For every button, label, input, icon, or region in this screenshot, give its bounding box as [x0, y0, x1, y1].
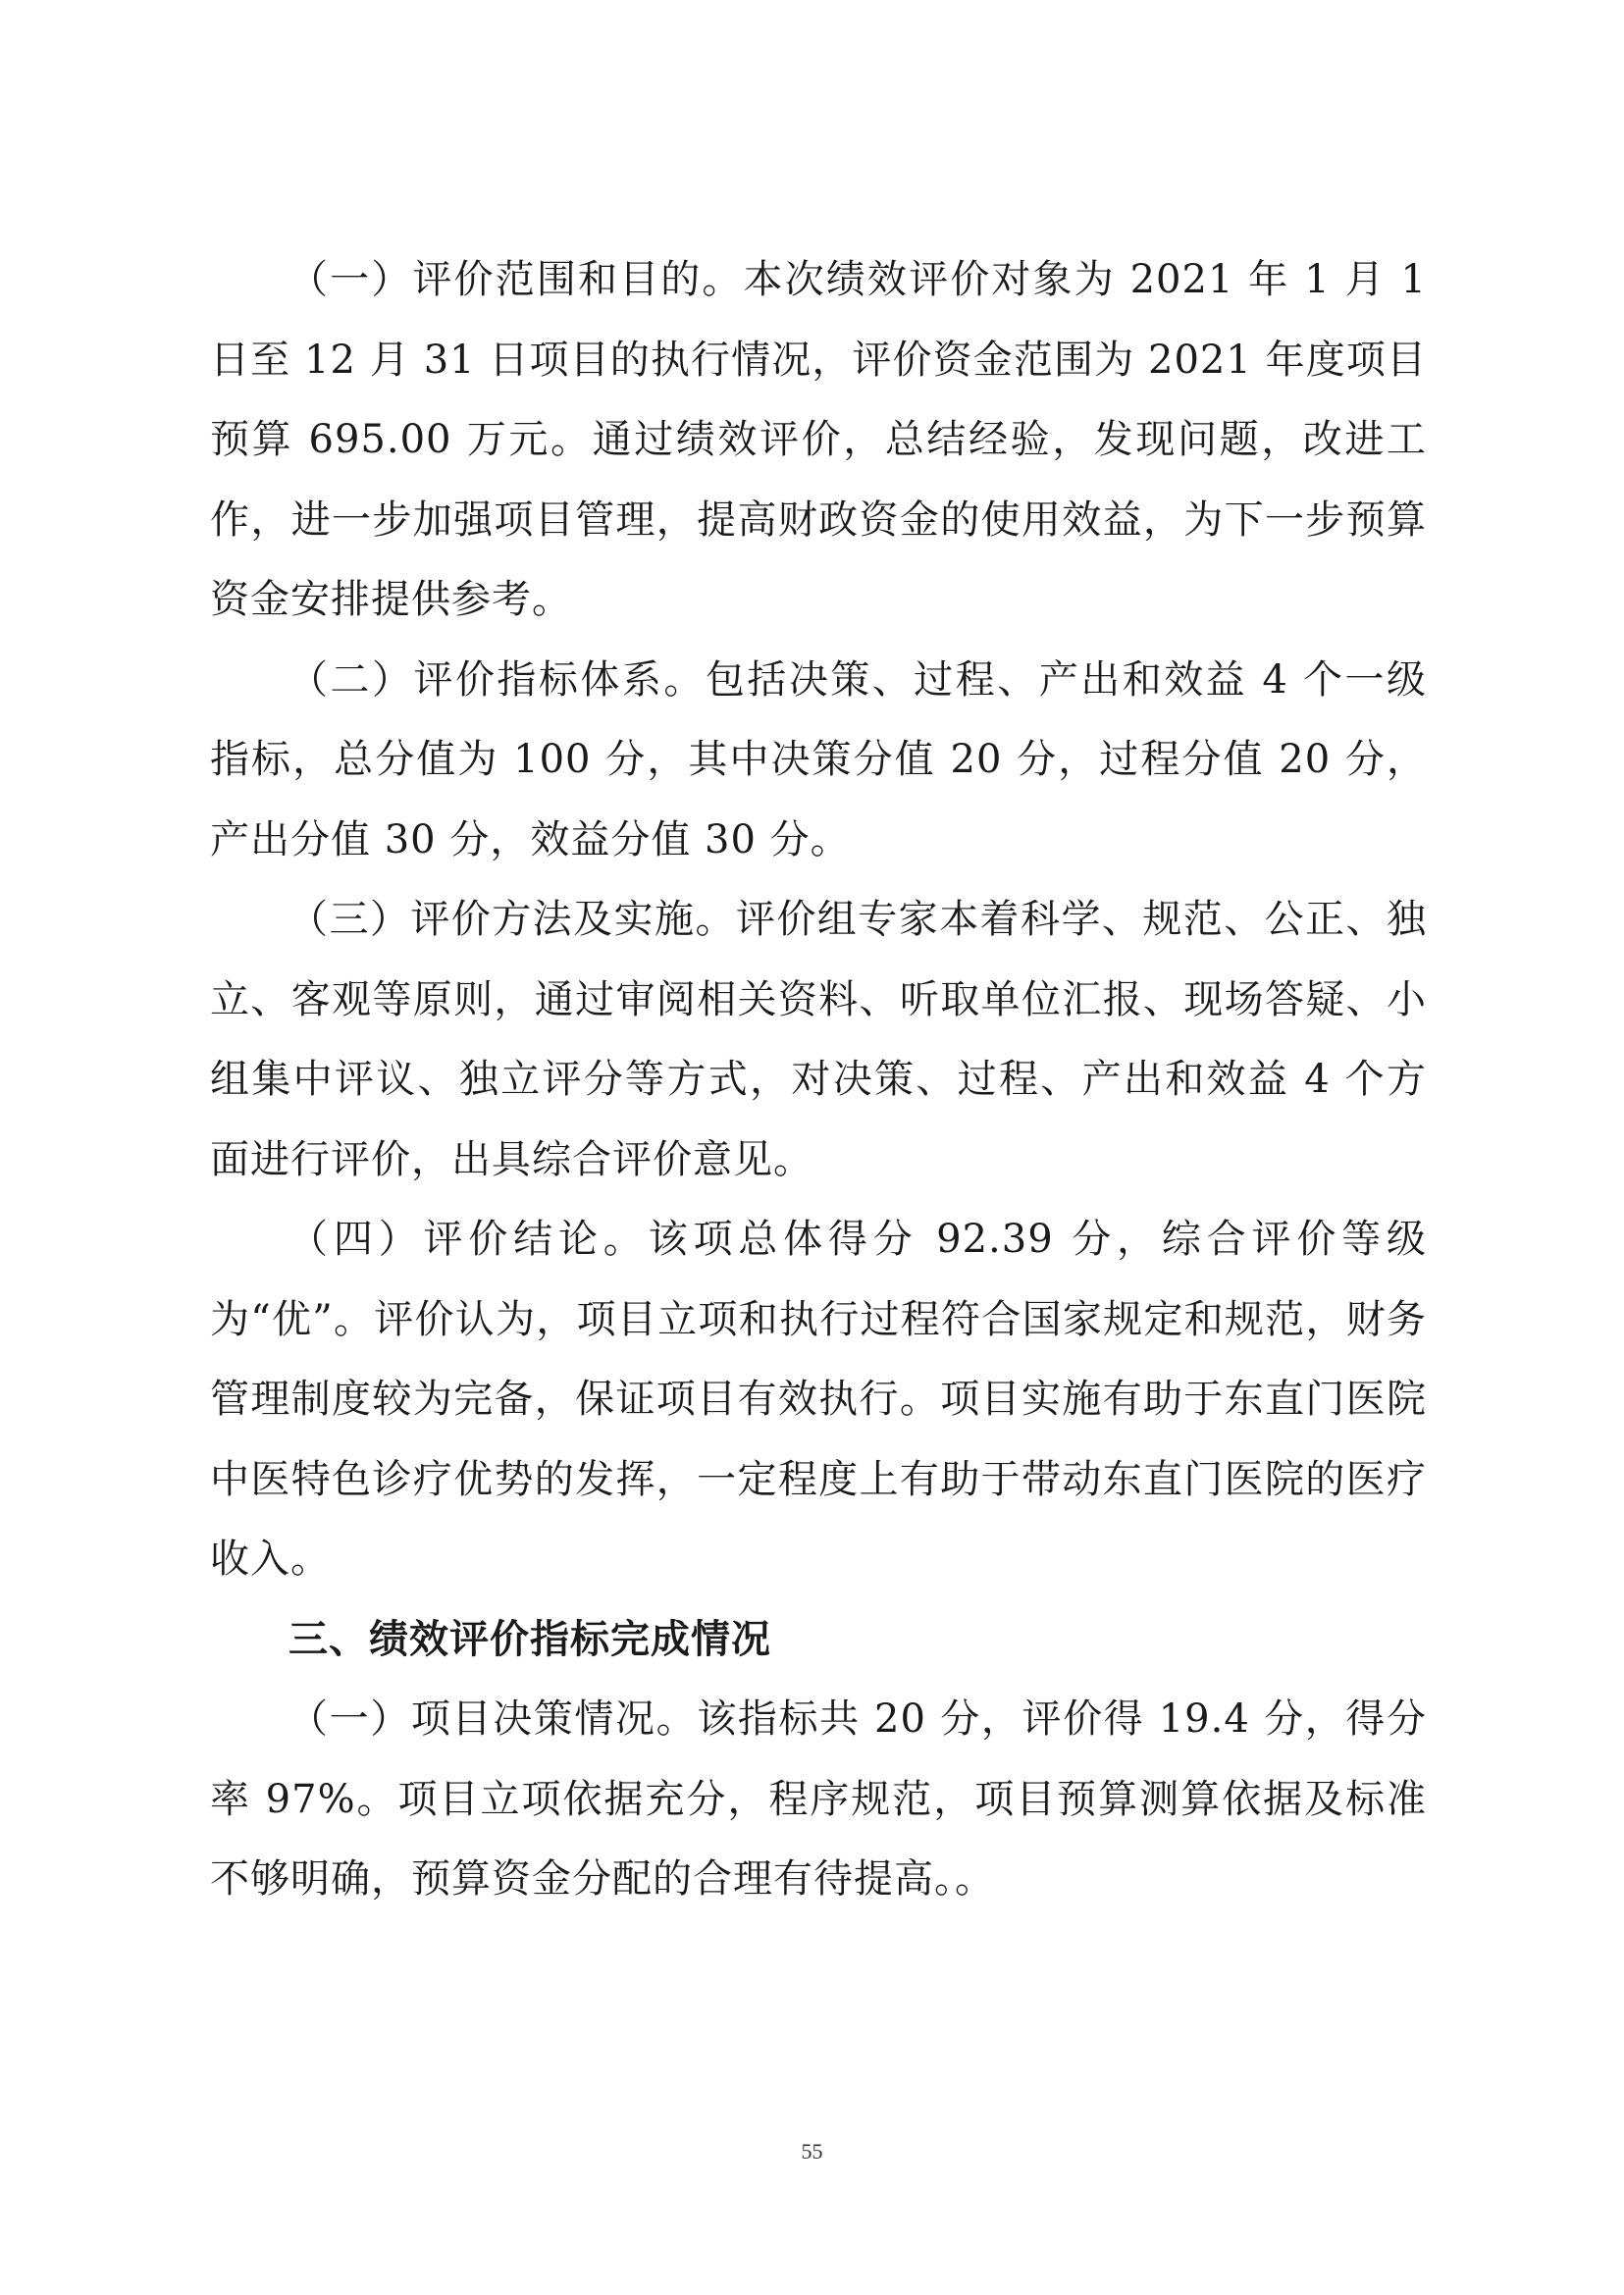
paragraph-indicator-system: （二）评价指标体系。包括决策、过程、产出和效益 4 个一级指标，总分值为 100 分，其中决策分值 20 分，过程分值 20 分，产出分值 30 分，效益分值 30 分。: [210, 656, 1427, 862]
paragraph-evaluation-scope: （一）评价范围和目的。本次绩效评价对象为 2021 年 1 月 1 日至 12 月 31 日项目的执行情况，评价资金范围为 2021 年度项目预算 695.00 万元。通过绩效评价，总结经验，发现问题，改进工作，进一步加强项目管理，提高财政资金的使用效益，为下一步预算资金安排提供参考。: [210, 257, 1427, 622]
paragraph-project-decision: （一）项目决策情况。该指标共 20 分，评价得 19.4 分，得分率 97%。项目立项依据充分，程序规范，项目预算测算依据及标准不够明确，预算资金分配的合理有待提高。。: [210, 1696, 1427, 1902]
section-heading: 三、绩效评价指标完成情况: [288, 1616, 771, 1662]
document-body: [210, 240, 1427, 1920]
paragraph-evaluation-method: （三）评价方法及实施。评价组专家本着科学、规范、公正、独立、客观等原则，通过审阅相关资料、听取单位汇报、现场答疑、小组集中评议、独立评分等方式，对决策、过程、产出和效益 4 个方面进行评价，出具综合评价意见。: [210, 897, 1427, 1182]
page-number: 55: [801, 2139, 823, 2164]
paragraph-evaluation-conclusion: （四）评价结论。该项总体得分 92.39 分，综合评价等级为“优”。评价认为，项目立项和执行过程符合国家规定和规范，财务管理制度较为完备，保证项目有效执行。项目实施有助于东直门医院中医特色诊疗优势的发挥，一定程度上有助于带动东直门医院的医疗收入。: [210, 1217, 1427, 1582]
